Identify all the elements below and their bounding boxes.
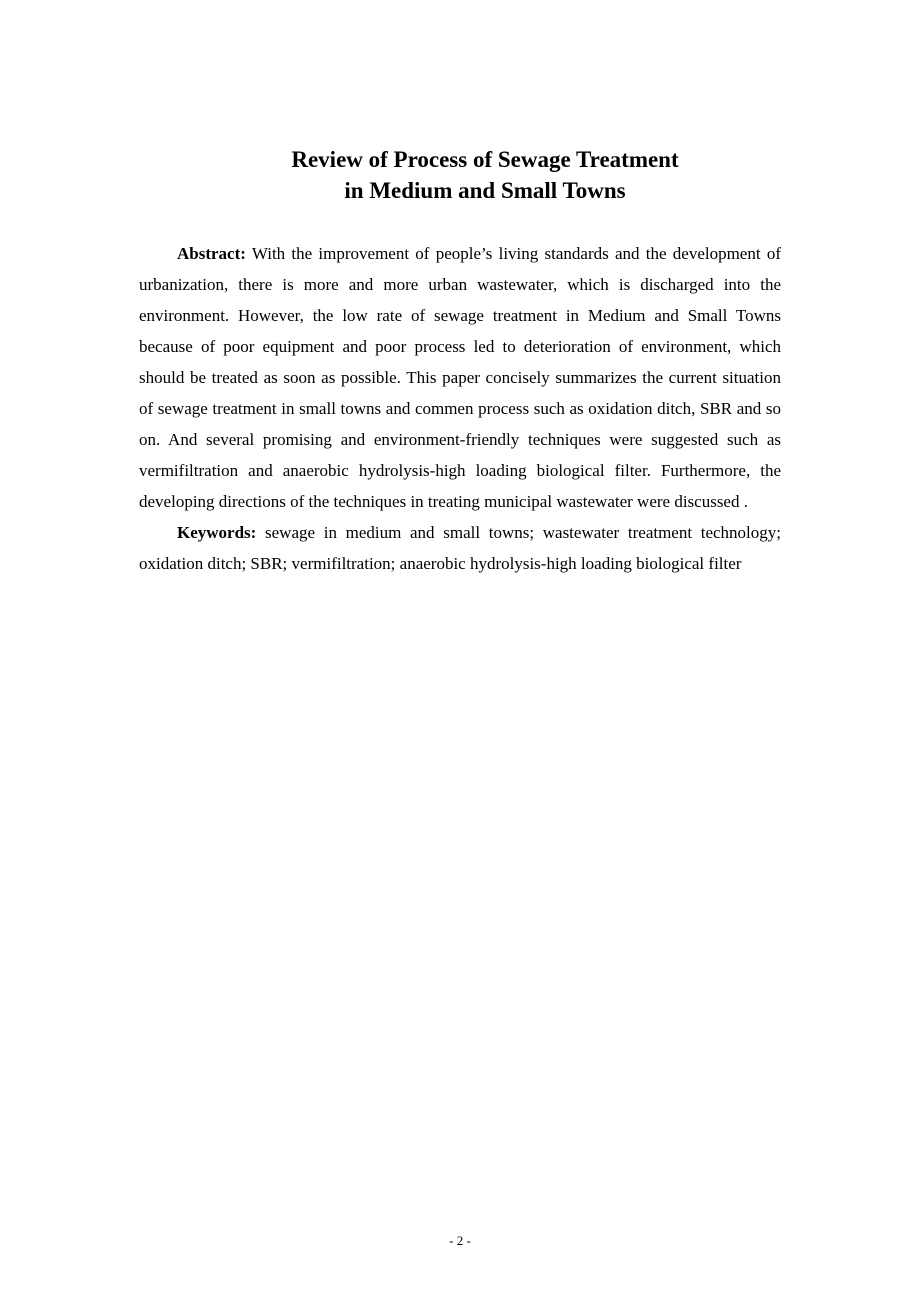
abstract-label: Abstract: xyxy=(177,244,246,263)
keywords-paragraph xyxy=(139,517,781,579)
paper-title-line-1: Review of Process of Sewage Treatment xyxy=(291,147,679,172)
paper-title-line-2: in Medium and Small Towns xyxy=(344,178,626,203)
keywords-text: sewage in medium and small towns; wastewater treatment technology; oxidation ditch; SBR; vermifiltration; anaerobic hydrolysis-high loading biological filter xyxy=(139,523,782,573)
keywords-label: Keywords: xyxy=(177,523,257,542)
abstract-paragraph xyxy=(139,238,781,517)
abstract-section xyxy=(139,238,781,579)
abstract-text: With the improvement of people’s living standards and the development of urbanization, there is more and more urban wastewater, which is discharged into the environment. However, the low rate of sewage treatment in Medium and Small Towns because of poor equipment and poor process led to deterioration of environment, which should be treated as soon as possible. This paper concisely summarizes the current situation of sewage treatment in small towns and commen process such as oxidation ditch, SBR and so on. And several promising and environment-friendly techniques were suggested such as vermifiltration and anaerobic hydrolysis-high loading biological filter. Furthermore, the developing directions of the techniques in treating municipal wastewater were discussed . xyxy=(139,244,781,511)
page-number: - 2 - xyxy=(449,1233,471,1248)
